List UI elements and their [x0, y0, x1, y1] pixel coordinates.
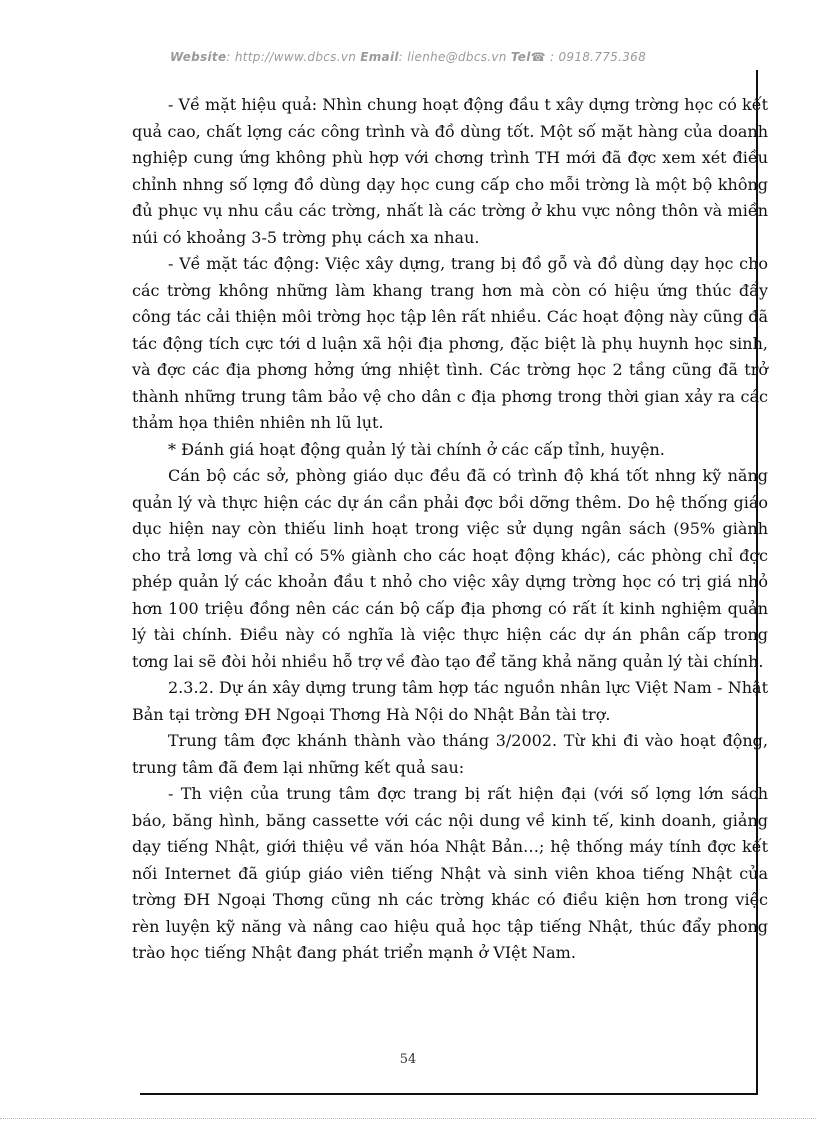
document-body	[132, 92, 768, 967]
section-heading-2-3-2: 2.3.2. Dự án xây dựng trung tâm hợp tác nguồn nhân lực Việt Nam - Nhật Bản tại trờng ĐH Ngoại Thơng Hà Nội do Nhật Bản tài trợ.	[132, 678, 768, 724]
tel-value: ☎ : 0918.775.368	[530, 50, 647, 64]
paragraph-center-opening: Trung tâm đợc khánh thành vào tháng 3/2002. Từ khi đi vào hoạt động, trung tâm đã đem lại những kết quả sau:	[132, 731, 768, 777]
paragraph-efficiency: - Về mặt hiệu quả: Nhìn chung hoạt động đầu t xây dựng trờng học có kết quả cao, chất lợng các công trình và đồ dùng tốt. Một số mặt hàng của doanh nghiệp cung ứng không phù hợp với chơng trình TH mới đã đợc xem xét điều chỉnh nhng số lợng đồ dùng dạy học cung cấp cho mỗi trờng là một bộ không đủ phục vụ nhu cầu các trờng, nhất là các trờng ở khu vực nông thôn và miền núi có khoảng 3-5 trờng phụ cách xa nhau.	[132, 95, 768, 247]
website-value: : http://www.dbcs.vn	[226, 50, 357, 64]
paragraph-library: - Th viện của trung tâm đợc trang bị rất hiện đại (với số lợng lớn sách báo, băng hình, băng cassette với các nội dung về kinh tế, kinh doanh, giảng dạy tiếng Nhật, giới thiệu về văn hóa Nhật Bản…; hệ thống máy tính đợc kết nối Internet đã giúp giáo viên tiếng Nhật và sinh viên khoa tiếng Nhật của trờng ĐH Ngoại Thơng cũng nh các trờng khác có điều kiện hơn trong việc rèn luyện kỹ năng và nâng cao hiệu quả học tập tiếng Nhật, thúc đẩy phong trào học tiếng Nhật đang phát triển mạnh ở VIệt Nam.	[132, 784, 768, 962]
website-label: Website	[169, 50, 227, 64]
page-header	[0, 50, 816, 64]
email-label: Email	[360, 50, 399, 64]
page-number: 54	[399, 1052, 417, 1067]
paragraph-finance: Cán bộ các sở, phòng giáo dục đều đã có trình độ khá tốt nhng kỹ năng quản lý và thực hiện các dự án cần phải đợc bồi dỡng thêm. Do hệ thống giáo dục hiện nay còn thiếu linh hoạt trong việc sử dụng ngân sách (95% giành cho trả lơng và chỉ có 5% giành cho các hoạt động khác), các phòng chỉ đợc phép quản lý các khoản đầu t nhỏ cho việc xây dựng trờng học có trị giá nhỏ hơn 100 triệu đồng nên các cán bộ cấp địa phơng có rất ít kinh nghiệm quản lý tài chính. Điều này có nghĩa là việc thực hiện các dự án phân cấp trong tơng lai sẽ đòi hỏi nhiều hỗ trợ về đào tạo để tăng khả năng quản lý tài chính.	[132, 466, 768, 671]
paragraph-finance-heading: * Đánh giá hoạt động quản lý tài chính ở các cấp tỉnh, huyện.	[168, 439, 665, 459]
email-value: : lienhe@dbcs.vn	[398, 50, 507, 64]
bottom-divider	[0, 1118, 816, 1119]
paragraph-impact: - Về mặt tác động: Việc xây dựng, trang bị đồ gỗ và đồ dùng dạy học cho các trờng không những làm khang trang hơn mà còn có hiệu ứng thúc đẩy công tác cải thiện môi trờng học tập lên rất nhiều. Các hoạt động này cũng đã tác động tích cực tới d luận xã hội địa phơng, đặc biệt là phụ huynh học sinh, và đợc các địa phơng hởng ứng nhiệt tình. Các trờng học 2 tầng cũng đã trở thành những trung tâm bảo vệ cho dân c địa phơng trong thời gian xảy ra các thảm họa thiên nhiên nh lũ lụt.	[132, 254, 768, 432]
tel-label: Tel	[510, 50, 531, 64]
